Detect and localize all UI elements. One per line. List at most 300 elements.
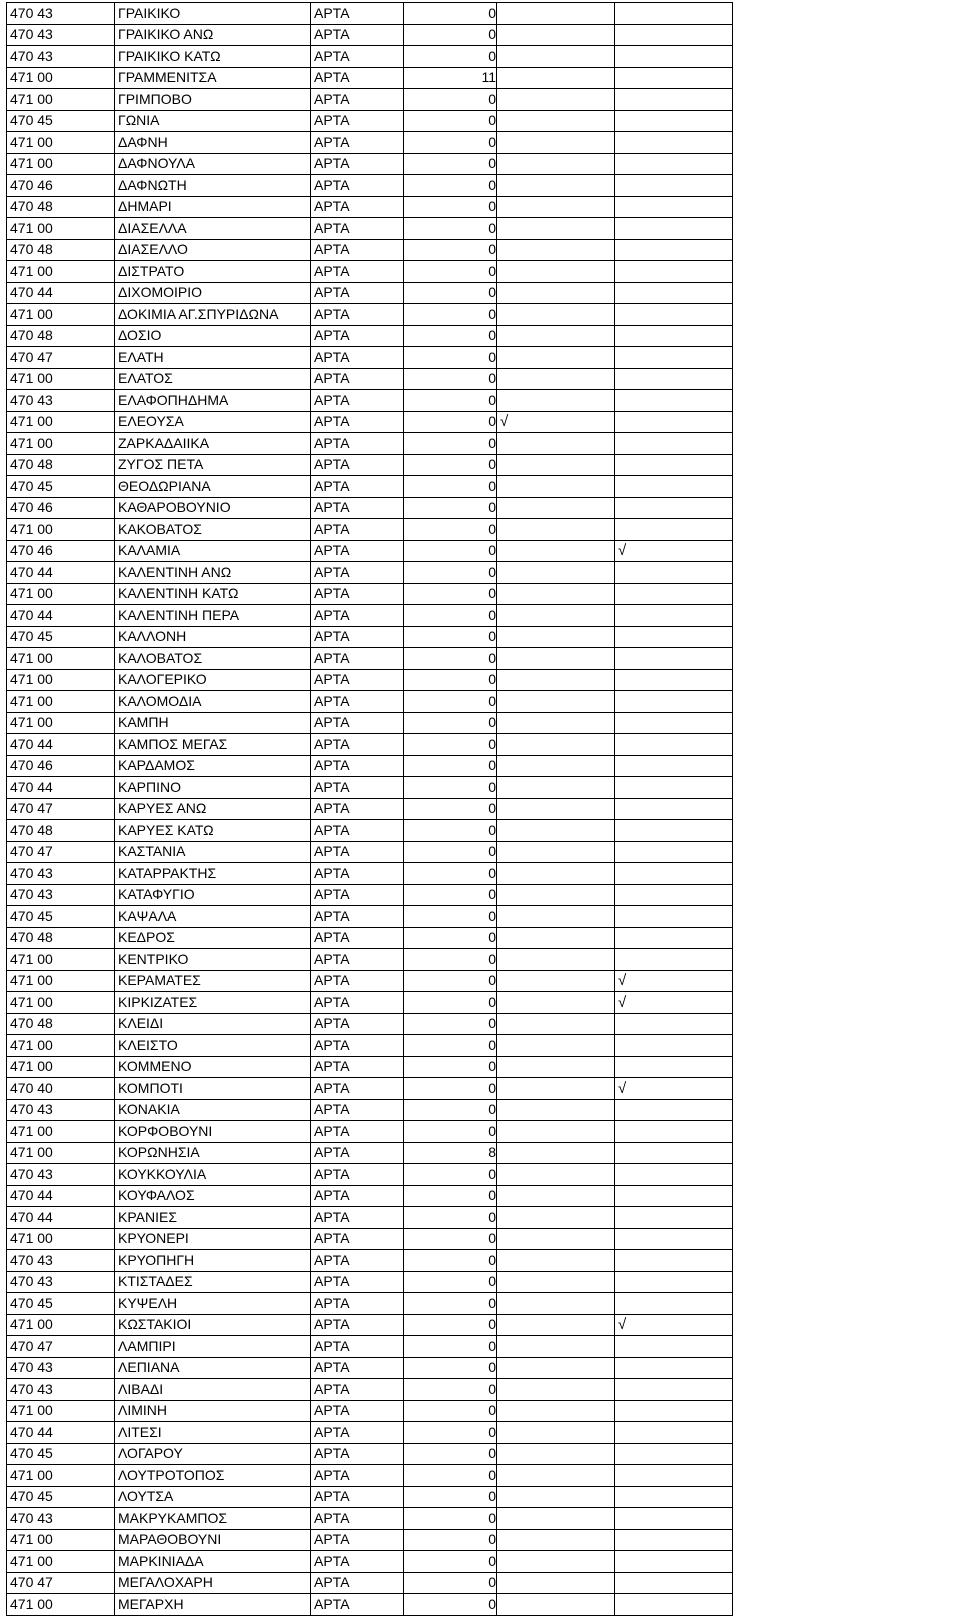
postal-code-cell: 470 43: [7, 1250, 115, 1272]
count-cell: 0: [404, 1207, 497, 1229]
table-row: [7, 1121, 733, 1143]
check-column-2-cell: [615, 949, 733, 971]
count-cell: 0: [404, 1486, 497, 1508]
check-column-2-cell: [615, 1035, 733, 1057]
count-cell: 0: [404, 1594, 497, 1616]
check-column-1-cell: [497, 1422, 615, 1444]
postal-code-cell: 470 45: [7, 626, 115, 648]
count-cell: 0: [404, 239, 497, 261]
region-cell: ΑΡΤΑ: [311, 1121, 404, 1143]
table-row: [7, 605, 733, 627]
postal-code-cell: 471 00: [7, 519, 115, 541]
count-cell: 0: [404, 777, 497, 799]
check-column-1-cell: [497, 970, 615, 992]
count-cell: 0: [404, 454, 497, 476]
place-name-cell: ΚΕΔΡΟΣ: [115, 927, 311, 949]
place-name-cell: ΚΙΡΚΙΖΑΤΕΣ: [115, 992, 311, 1014]
check-column-2-cell: [615, 1594, 733, 1616]
table-row: [7, 411, 733, 433]
table-row: [7, 562, 733, 584]
region-cell: ΑΡΤΑ: [311, 261, 404, 283]
check-column-2-cell: [615, 454, 733, 476]
table-row: [7, 1035, 733, 1057]
table-row: [7, 906, 733, 928]
check-column-2-cell: [615, 1164, 733, 1186]
region-cell: ΑΡΤΑ: [311, 820, 404, 842]
place-name-cell: ΚΑΜΠΗ: [115, 712, 311, 734]
place-name-cell: ΚΑΡΥΕΣ ΚΑΤΩ: [115, 820, 311, 842]
check-column-2-cell: [615, 282, 733, 304]
place-name-cell: ΕΛΕΟΥΣΑ: [115, 411, 311, 433]
count-cell: 0: [404, 196, 497, 218]
check-column-1-cell: [497, 1551, 615, 1573]
check-column-1-cell: [497, 368, 615, 390]
place-name-cell: ΜΕΓΑΡΧΗ: [115, 1594, 311, 1616]
region-cell: ΑΡΤΑ: [311, 884, 404, 906]
region-cell: ΑΡΤΑ: [311, 218, 404, 240]
count-cell: 0: [404, 1056, 497, 1078]
table-row: [7, 153, 733, 175]
check-column-1-cell: [497, 777, 615, 799]
region-cell: ΑΡΤΑ: [311, 1013, 404, 1035]
check-column-1-cell: [497, 1056, 615, 1078]
check-column-1-cell: [497, 906, 615, 928]
check-column-1-cell: [497, 110, 615, 132]
check-column-2-cell: [615, 626, 733, 648]
region-cell: ΑΡΤΑ: [311, 497, 404, 519]
postal-code-cell: 470 44: [7, 734, 115, 756]
table-row: [7, 67, 733, 89]
count-cell: 0: [404, 669, 497, 691]
place-name-cell: ΚΑΛΕΝΤΙΝΗ ΚΑΤΩ: [115, 583, 311, 605]
check-column-2-cell: [615, 347, 733, 369]
postal-code-cell: 471 00: [7, 691, 115, 713]
place-name-cell: ΖΥΓΟΣ ΠΕΤΑ: [115, 454, 311, 476]
region-cell: ΑΡΤΑ: [311, 1035, 404, 1057]
table-row: [7, 24, 733, 46]
region-cell: ΑΡΤΑ: [311, 132, 404, 154]
check-column-1-cell: [497, 46, 615, 68]
region-cell: ΑΡΤΑ: [311, 1594, 404, 1616]
check-column-2-cell: [615, 1185, 733, 1207]
place-name-cell: ΔΙΧΟΜΟΙΡΙΟ: [115, 282, 311, 304]
count-cell: 0: [404, 540, 497, 562]
check-column-1-cell: [497, 1185, 615, 1207]
table-row: [7, 110, 733, 132]
check-column-1-cell: [497, 24, 615, 46]
table-row: [7, 583, 733, 605]
place-name-cell: ΚΑΛΛΟΝΗ: [115, 626, 311, 648]
check-column-2-cell: [615, 734, 733, 756]
region-cell: ΑΡΤΑ: [311, 562, 404, 584]
check-column-2-cell: [615, 1207, 733, 1229]
count-cell: 0: [404, 1121, 497, 1143]
check-column-2-cell: [615, 1121, 733, 1143]
check-column-2-cell: [615, 89, 733, 111]
check-column-1-cell: [497, 1164, 615, 1186]
region-cell: ΑΡΤΑ: [311, 927, 404, 949]
region-cell: ΑΡΤΑ: [311, 648, 404, 670]
check-column-2-cell: [615, 1508, 733, 1530]
postal-code-cell: 471 00: [7, 304, 115, 326]
check-column-1-cell: [497, 820, 615, 842]
count-cell: 0: [404, 261, 497, 283]
region-cell: ΑΡΤΑ: [311, 949, 404, 971]
check-column-2-cell: √: [615, 992, 733, 1014]
table-row: [7, 282, 733, 304]
table-row: [7, 1336, 733, 1358]
place-name-cell: ΚΑΛΟΜΟΔΙΑ: [115, 691, 311, 713]
check-column-2-cell: [615, 1056, 733, 1078]
place-name-cell: ΚΡΥΟΝΕΡΙ: [115, 1228, 311, 1250]
table-row: [7, 390, 733, 412]
check-column-1-cell: [497, 755, 615, 777]
table-row: [7, 196, 733, 218]
check-column-2-cell: [615, 1293, 733, 1315]
postal-code-cell: 471 00: [7, 261, 115, 283]
region-cell: ΑΡΤΑ: [311, 67, 404, 89]
place-name-cell: ΜΑΡΑΘΟΒΟΥΝΙ: [115, 1529, 311, 1551]
postal-code-cell: 470 46: [7, 755, 115, 777]
table-row: [7, 884, 733, 906]
check-column-1-cell: [497, 497, 615, 519]
table-row: [7, 1250, 733, 1272]
count-cell: 0: [404, 906, 497, 928]
region-cell: ΑΡΤΑ: [311, 325, 404, 347]
postal-code-cell: 470 43: [7, 863, 115, 885]
region-cell: ΑΡΤΑ: [311, 540, 404, 562]
check-column-1-cell: [497, 1465, 615, 1487]
region-cell: ΑΡΤΑ: [311, 1465, 404, 1487]
count-cell: 0: [404, 1422, 497, 1444]
count-cell: 0: [404, 411, 497, 433]
check-column-2-cell: [615, 1400, 733, 1422]
postal-code-cell: 470 48: [7, 927, 115, 949]
place-name-cell: ΚΩΣΤΑΚΙΟΙ: [115, 1314, 311, 1336]
place-name-cell: ΓΡΑΜΜΕΝΙΤΣΑ: [115, 67, 311, 89]
check-column-1-cell: [497, 1121, 615, 1143]
region-cell: ΑΡΤΑ: [311, 519, 404, 541]
count-cell: 0: [404, 949, 497, 971]
count-cell: 0: [404, 1185, 497, 1207]
table-row: [7, 1013, 733, 1035]
count-cell: 0: [404, 562, 497, 584]
check-column-1-cell: [497, 863, 615, 885]
check-column-2-cell: [615, 24, 733, 46]
place-name-cell: ΚΑΛΕΝΤΙΝΗ ΑΝΩ: [115, 562, 311, 584]
region-cell: ΑΡΤΑ: [311, 1293, 404, 1315]
region-cell: ΑΡΤΑ: [311, 1142, 404, 1164]
place-name-cell: ΚΛΕΙΔΙ: [115, 1013, 311, 1035]
check-column-1-cell: [497, 218, 615, 240]
postal-code-cell: 471 00: [7, 1594, 115, 1616]
table-row: [7, 970, 733, 992]
check-column-1-cell: [497, 325, 615, 347]
region-cell: ΑΡΤΑ: [311, 583, 404, 605]
place-name-cell: ΚΑΛΟΓΕΡΙΚΟ: [115, 669, 311, 691]
place-name-cell: ΚΑΨΑΛΑ: [115, 906, 311, 928]
count-cell: 0: [404, 433, 497, 455]
check-column-1-cell: [497, 454, 615, 476]
check-column-1-cell: [497, 1035, 615, 1057]
table-row: [7, 755, 733, 777]
table-row: [7, 3, 733, 25]
check-column-2-cell: [615, 1465, 733, 1487]
postal-code-cell: 470 40: [7, 1078, 115, 1100]
check-column-2-cell: [615, 1099, 733, 1121]
check-column-2-cell: [615, 691, 733, 713]
region-cell: ΑΡΤΑ: [311, 1529, 404, 1551]
count-cell: 0: [404, 712, 497, 734]
check-column-2-cell: [615, 562, 733, 584]
place-name-cell: ΚΥΨΕΛΗ: [115, 1293, 311, 1315]
check-column-1-cell: [497, 1400, 615, 1422]
region-cell: ΑΡΤΑ: [311, 454, 404, 476]
postal-code-cell: 471 00: [7, 1056, 115, 1078]
count-cell: 0: [404, 798, 497, 820]
region-cell: ΑΡΤΑ: [311, 691, 404, 713]
place-name-cell: ΚΕΡΑΜΑΤΕΣ: [115, 970, 311, 992]
table-row: [7, 476, 733, 498]
postal-code-cell: 470 43: [7, 1508, 115, 1530]
table-row: [7, 927, 733, 949]
postal-code-cell: 471 00: [7, 1551, 115, 1573]
region-cell: ΑΡΤΑ: [311, 1486, 404, 1508]
check-column-1-cell: [497, 67, 615, 89]
check-column-1-cell: [497, 1379, 615, 1401]
place-name-cell: ΔΑΦΝΗ: [115, 132, 311, 154]
count-cell: 0: [404, 24, 497, 46]
check-column-1-cell: [497, 1293, 615, 1315]
table-row: [7, 1465, 733, 1487]
check-column-1-cell: [497, 1314, 615, 1336]
table-row: [7, 1551, 733, 1573]
table-row: [7, 1099, 733, 1121]
count-cell: 0: [404, 282, 497, 304]
count-cell: 0: [404, 1271, 497, 1293]
check-column-2-cell: [615, 1271, 733, 1293]
count-cell: 0: [404, 390, 497, 412]
postal-code-cell: 471 00: [7, 669, 115, 691]
place-name-cell: ΚΟΡΩΝΗΣΙΑ: [115, 1142, 311, 1164]
postal-code-cell: 470 43: [7, 46, 115, 68]
place-name-cell: ΕΛΑΤΗ: [115, 347, 311, 369]
count-cell: 0: [404, 46, 497, 68]
check-column-1-cell: [497, 927, 615, 949]
postal-code-cell: 471 00: [7, 368, 115, 390]
place-name-cell: ΚΡΥΟΠΗΓΗ: [115, 1250, 311, 1272]
region-cell: ΑΡΤΑ: [311, 1099, 404, 1121]
table-row: [7, 1228, 733, 1250]
table-row: [7, 1078, 733, 1100]
check-column-1-cell: [497, 476, 615, 498]
postal-code-cell: 470 47: [7, 347, 115, 369]
place-name-cell: ΛΟΥΤΣΑ: [115, 1486, 311, 1508]
count-cell: 0: [404, 153, 497, 175]
count-cell: 0: [404, 755, 497, 777]
table-row: [7, 734, 733, 756]
table-row: [7, 648, 733, 670]
check-column-2-cell: [615, 863, 733, 885]
check-column-1-cell: [497, 3, 615, 25]
place-name-cell: ΔΙΣΤΡΑΤΟ: [115, 261, 311, 283]
region-cell: ΑΡΤΑ: [311, 368, 404, 390]
check-column-1-cell: [497, 798, 615, 820]
postal-code-cell: 471 00: [7, 67, 115, 89]
place-name-cell: ΚΟΡΦΟΒΟΥΝΙ: [115, 1121, 311, 1143]
check-column-2-cell: [615, 1422, 733, 1444]
region-cell: ΑΡΤΑ: [311, 3, 404, 25]
check-column-1-cell: [497, 1529, 615, 1551]
check-column-1-cell: [497, 304, 615, 326]
check-column-2-cell: [615, 1142, 733, 1164]
check-column-1-cell: [497, 1508, 615, 1530]
check-column-1-cell: [497, 1078, 615, 1100]
count-cell: 0: [404, 1250, 497, 1272]
check-column-1-cell: [497, 1271, 615, 1293]
region-cell: ΑΡΤΑ: [311, 390, 404, 412]
check-column-1-cell: [497, 992, 615, 1014]
check-column-1-cell: [497, 712, 615, 734]
check-column-2-cell: [615, 669, 733, 691]
place-name-cell: ΚΡΑΝΙΕΣ: [115, 1207, 311, 1229]
check-column-2-cell: [615, 175, 733, 197]
count-cell: 0: [404, 132, 497, 154]
region-cell: ΑΡΤΑ: [311, 411, 404, 433]
table-row: [7, 1486, 733, 1508]
postal-code-cell: 470 45: [7, 476, 115, 498]
place-name-cell: ΔΟΣΙΟ: [115, 325, 311, 347]
region-cell: ΑΡΤΑ: [311, 1271, 404, 1293]
place-name-cell: ΜΑΚΡΥΚΑΜΠΟΣ: [115, 1508, 311, 1530]
table-row: [7, 1594, 733, 1616]
region-cell: ΑΡΤΑ: [311, 777, 404, 799]
table-row: [7, 218, 733, 240]
check-column-2-cell: √: [615, 1314, 733, 1336]
check-column-1-cell: [497, 1443, 615, 1465]
count-cell: 0: [404, 304, 497, 326]
count-cell: 0: [404, 325, 497, 347]
check-column-2-cell: [615, 605, 733, 627]
check-column-2-cell: [615, 841, 733, 863]
place-name-cell: ΚΟΥΚΚΟΥΛΙΑ: [115, 1164, 311, 1186]
check-column-2-cell: [615, 218, 733, 240]
table-row: [7, 1572, 733, 1594]
postal-code-cell: 470 43: [7, 1164, 115, 1186]
check-column-1-cell: [497, 1594, 615, 1616]
postal-code-cell: 470 48: [7, 454, 115, 476]
count-cell: 0: [404, 841, 497, 863]
region-cell: ΑΡΤΑ: [311, 1422, 404, 1444]
check-column-2-cell: [615, 1551, 733, 1573]
count-cell: 0: [404, 1572, 497, 1594]
check-column-2-cell: [615, 261, 733, 283]
region-cell: ΑΡΤΑ: [311, 46, 404, 68]
table-row: [7, 863, 733, 885]
count-cell: 11: [404, 67, 497, 89]
check-column-2-cell: [615, 1013, 733, 1035]
count-cell: 0: [404, 1400, 497, 1422]
check-column-2-cell: [615, 196, 733, 218]
table-row: [7, 304, 733, 326]
place-name-cell: ΓΡΑΙΚΙΚΟ ΑΝΩ: [115, 24, 311, 46]
postal-code-cell: 470 48: [7, 196, 115, 218]
count-cell: 0: [404, 1078, 497, 1100]
region-cell: ΑΡΤΑ: [311, 626, 404, 648]
count-cell: 0: [404, 884, 497, 906]
spreadsheet: [6, 2, 733, 1616]
postal-code-cell: 470 48: [7, 239, 115, 261]
check-column-1-cell: [497, 1486, 615, 1508]
region-cell: ΑΡΤΑ: [311, 110, 404, 132]
postal-code-cell: 470 43: [7, 1379, 115, 1401]
postal-code-cell: 470 43: [7, 1357, 115, 1379]
table-row: [7, 1207, 733, 1229]
table-row: [7, 239, 733, 261]
postal-code-cell: 471 00: [7, 949, 115, 971]
table-row: [7, 992, 733, 1014]
check-column-2-cell: [615, 583, 733, 605]
check-column-2-cell: [615, 368, 733, 390]
postal-code-cell: 471 00: [7, 1035, 115, 1057]
region-cell: ΑΡΤΑ: [311, 1314, 404, 1336]
table-row: [7, 1164, 733, 1186]
region-cell: ΑΡΤΑ: [311, 863, 404, 885]
check-column-1-cell: [497, 734, 615, 756]
check-column-1-cell: [497, 562, 615, 584]
postal-code-cell: 470 43: [7, 1271, 115, 1293]
check-column-1-cell: [497, 540, 615, 562]
region-cell: ΑΡΤΑ: [311, 755, 404, 777]
table-row: [7, 261, 733, 283]
check-column-1-cell: [497, 841, 615, 863]
postal-code-cell: 470 44: [7, 562, 115, 584]
place-name-cell: ΔΙΑΣΕΛΛΟ: [115, 239, 311, 261]
check-column-2-cell: [615, 1443, 733, 1465]
postal-code-cell: 470 46: [7, 175, 115, 197]
check-column-2-cell: [615, 927, 733, 949]
count-cell: 0: [404, 89, 497, 111]
postal-code-cell: 470 43: [7, 3, 115, 25]
check-column-2-cell: [615, 411, 733, 433]
postal-code-cell: 471 00: [7, 970, 115, 992]
region-cell: ΑΡΤΑ: [311, 304, 404, 326]
check-column-2-cell: [615, 1572, 733, 1594]
check-column-1-cell: √: [497, 411, 615, 433]
check-column-2-cell: [615, 497, 733, 519]
check-column-1-cell: [497, 1207, 615, 1229]
count-cell: 0: [404, 218, 497, 240]
place-name-cell: ΔΗΜΑΡΙ: [115, 196, 311, 218]
region-cell: ΑΡΤΑ: [311, 1056, 404, 1078]
postal-code-cell: 470 44: [7, 1185, 115, 1207]
postal-code-cell: 471 00: [7, 1314, 115, 1336]
table-row: [7, 1142, 733, 1164]
place-name-cell: ΕΛΑΤΟΣ: [115, 368, 311, 390]
table-body: [7, 3, 733, 1616]
check-column-1-cell: [497, 175, 615, 197]
count-cell: 0: [404, 1314, 497, 1336]
table-row: [7, 175, 733, 197]
postal-code-cell: 471 00: [7, 583, 115, 605]
count-cell: 0: [404, 110, 497, 132]
place-name-cell: ΚΟΥΦΑΛΟΣ: [115, 1185, 311, 1207]
place-name-cell: ΛΕΠΙΑΝΑ: [115, 1357, 311, 1379]
count-cell: 0: [404, 1293, 497, 1315]
check-column-1-cell: [497, 261, 615, 283]
check-column-2-cell: √: [615, 970, 733, 992]
table-row: [7, 132, 733, 154]
